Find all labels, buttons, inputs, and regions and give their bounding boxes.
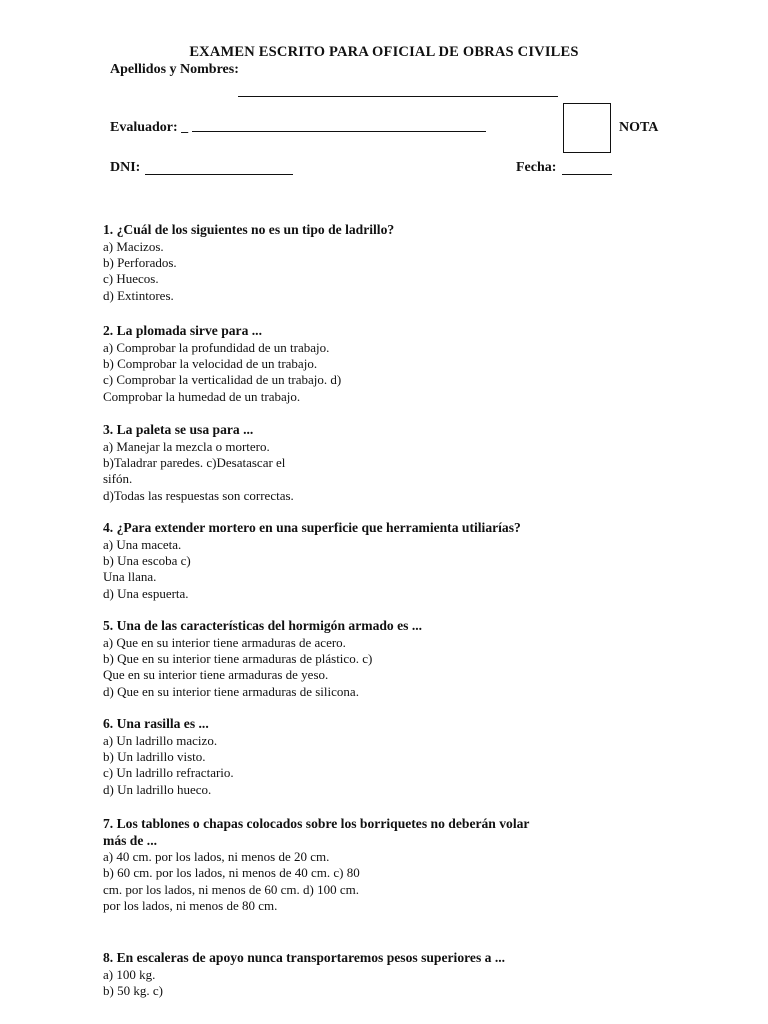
question-line: 5. Una de las características del hormigón armado es ...: [103, 618, 423, 633]
option-line: b) 50 kg. c): [103, 982, 163, 998]
question-line: 3. La paleta se usa para ...: [103, 422, 254, 437]
option-line: b)Taladrar paredes. c)Desatascar el: [103, 454, 286, 470]
fecha-label: Fecha:: [516, 160, 557, 175]
question-line: 2. La plomada sirve para ...: [103, 323, 262, 338]
question-text: [103, 222, 394, 239]
question-block: [103, 222, 394, 304]
option-line: a) Un ladrillo macizo.: [103, 732, 218, 748]
option-line: a) Que en su interior tiene armaduras de acero.: [103, 634, 346, 650]
question-text: [103, 716, 234, 733]
option-line: b) Comprobar la velocidad de un trabajo.: [103, 355, 318, 371]
question-block: [103, 816, 529, 915]
nota-label: NOTA: [619, 120, 659, 135]
option-line: b) Perforados.: [103, 254, 177, 270]
options-list: [103, 439, 294, 505]
options-list: [103, 340, 341, 406]
option-line: d) Una espuerta.: [103, 585, 189, 601]
option-line: b) Que en su interior tiene armaduras de plástico. c): [103, 650, 373, 666]
option-line: por los lados, ni menos de 80 cm.: [103, 898, 278, 914]
option-line: b) Una escoba c): [103, 552, 191, 568]
option-line: b) 60 cm. por los lados, ni menos de 40 cm. c) 80: [103, 865, 360, 881]
dni-label: DNI:: [110, 160, 141, 175]
option-line: Una llana.: [103, 569, 157, 585]
question-line: más de ...: [103, 832, 157, 848]
option-line: a) Macizos.: [103, 238, 164, 254]
options-list: [103, 239, 394, 305]
apellidos-field-line[interactable]: [238, 96, 558, 97]
apellidos-label: Apellidos y Nombres:: [110, 62, 239, 77]
option-line: a) 40 cm. por los lados, ni menos de 20 cm.: [103, 849, 330, 864]
question-text: [103, 816, 529, 849]
option-line: Comprobar la humedad de un trabajo.: [103, 388, 301, 404]
question-block: [103, 950, 505, 999]
option-line: d)Todas las respuestas son correctas.: [103, 487, 294, 503]
option-line: cm. por los lados, ni menos de 60 cm. d) 100 cm.: [103, 881, 359, 897]
question-text: [103, 323, 341, 340]
option-line: d) Un ladrillo hueco.: [103, 781, 212, 797]
option-line: a) Manejar la mezcla o mortero.: [103, 438, 270, 454]
dni-field-line[interactable]: [145, 174, 293, 175]
question-text: [103, 950, 505, 967]
options-list: [103, 849, 529, 915]
question-text: [103, 422, 294, 439]
option-line: a) 100 kg.: [103, 966, 156, 982]
question-line: 7. Los tablones o chapas colocados sobre los borriquetes no deberán volar: [103, 816, 530, 831]
option-line: b) Un ladrillo visto.: [103, 748, 206, 764]
question-block: [103, 520, 521, 602]
question-block: [103, 422, 294, 504]
option-line: c) Un ladrillo refractario.: [103, 765, 234, 781]
question-block: [103, 323, 341, 405]
fecha-field-line[interactable]: [562, 174, 612, 175]
question-line: 1. ¿Cuál de los siguientes no es un tipo de ladrillo?: [103, 222, 395, 237]
question-text: [103, 618, 422, 635]
option-line: d) Que en su interior tiene armaduras de silicona.: [103, 683, 359, 699]
evaluador-field-line[interactable]: [192, 131, 486, 132]
question-block: [103, 618, 422, 700]
question-line: 8. En escaleras de apoyo nunca transportaremos pesos superiores a ...: [103, 950, 506, 965]
option-line: c) Huecos.: [103, 271, 159, 287]
grade-box[interactable]: [563, 103, 611, 153]
evaluador-label: Evaluador: _: [110, 120, 189, 135]
options-list: [103, 967, 505, 1000]
option-line: a) Comprobar la profundidad de un trabajo.: [103, 339, 330, 355]
question-text: [103, 520, 521, 537]
option-line: d) Extintores.: [103, 287, 174, 303]
exam-title: EXAMEN ESCRITO PARA OFICIAL DE OBRAS CIVILES: [189, 44, 579, 60]
question-line: 4. ¿Para extender mortero en una superficie que herramienta utiliarías?: [103, 520, 521, 535]
question-line: 6. Una rasilla es ...: [103, 716, 209, 731]
option-line: Que en su interior tiene armaduras de yeso.: [103, 667, 329, 683]
option-line: c) Comprobar la verticalidad de un trabajo. d): [103, 372, 342, 388]
option-line: a) Una maceta.: [103, 536, 182, 552]
options-list: [103, 635, 422, 701]
options-list: [103, 537, 521, 603]
option-line: sifón.: [103, 471, 133, 487]
question-block: [103, 716, 234, 798]
options-list: [103, 733, 234, 799]
